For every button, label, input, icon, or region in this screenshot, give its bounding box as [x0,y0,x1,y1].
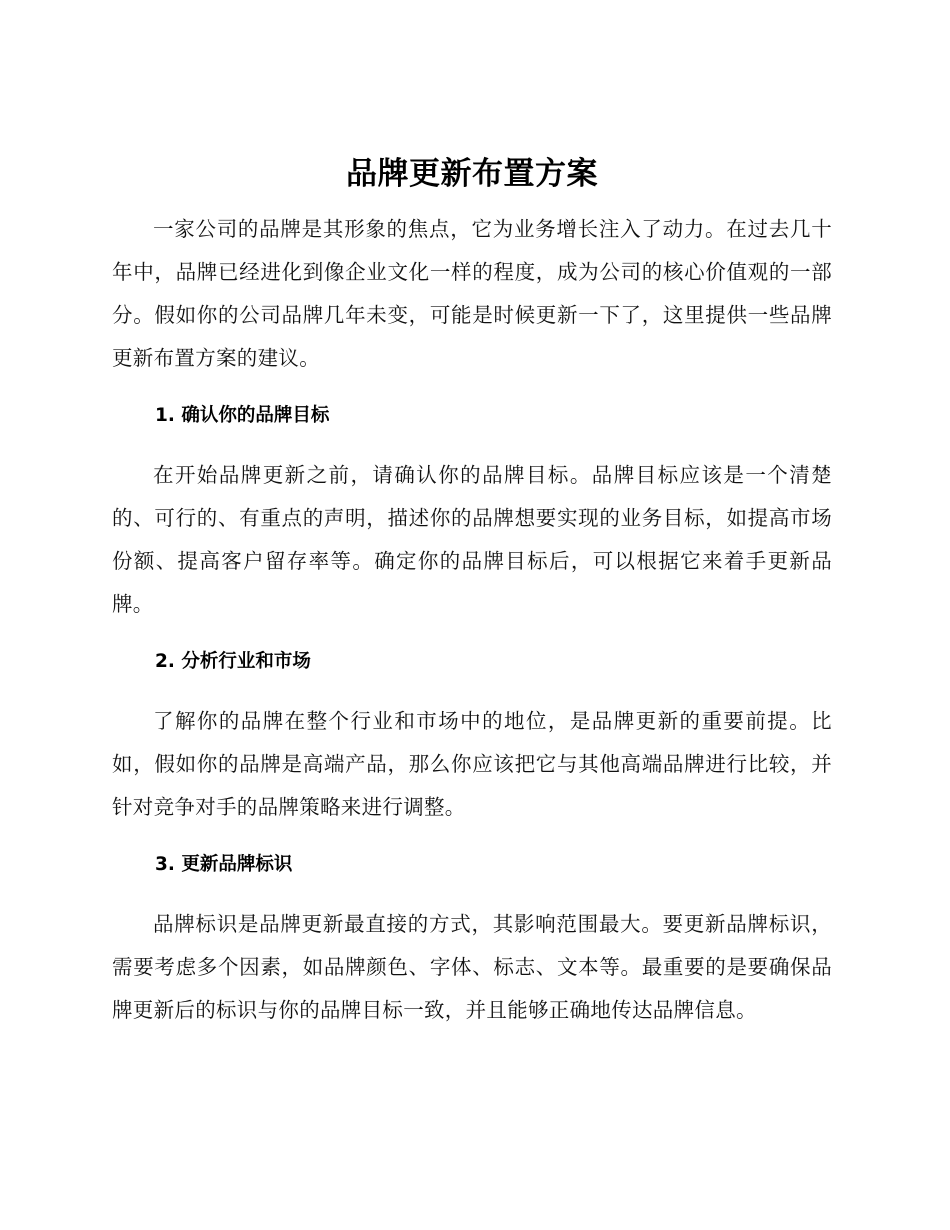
spacer [112,829,832,843]
spacer [112,886,832,903]
section-body-2: 了解你的品牌在整个行业和市场中的地位，是品牌更新的重要前提。比如，假如你的品牌是高端产品，那么你应该把它与其他高端品牌进行比较，并针对竞争对手的品牌策略来进行调整。 [112,709,832,819]
spacer [112,683,832,700]
spacer [112,626,832,640]
spacer [112,380,832,394]
spacer [112,437,832,454]
section-body-1: 在开始品牌更新之前，请确认你的品牌目标。品牌目标应该是一个清楚的、可行的、有重点的声明，描述你的品牌想要实现的业务目标，如提高市场份额、提高客户留存率等。确定你的品牌目标后，可以根据它来着手更新品牌。 [112,463,832,616]
section-heading-2: 2. 分析行业和市场 [155,651,311,672]
section-body-3: 品牌标识是品牌更新最直接的方式，其影响范围最大。要更新品牌标识，需要考虑多个因素，如品牌颜色、字体、标志、文本等。最重要的是要确保品牌更新后的标识与你的品牌目标一致，并且能够正确地传达品牌信息。 [112,912,832,1022]
section-heading-1: 1. 确认你的品牌目标 [155,405,330,426]
intro-paragraph: 一家公司的品牌是其形象的焦点，它为业务增长注入了动力。在过去几十年中，品牌已经进化到像企业文化一样的程度，成为公司的核心价值观的一部分。假如你的公司品牌几年未变，可能是时候更新一下了，这里提供一些品牌更新布置方案的建议。 [112,217,832,370]
document-page [112,148,832,1032]
section-heading-3: 3. 更新品牌标识 [155,854,293,875]
document-title: 品牌更新布置方案 [346,156,598,192]
